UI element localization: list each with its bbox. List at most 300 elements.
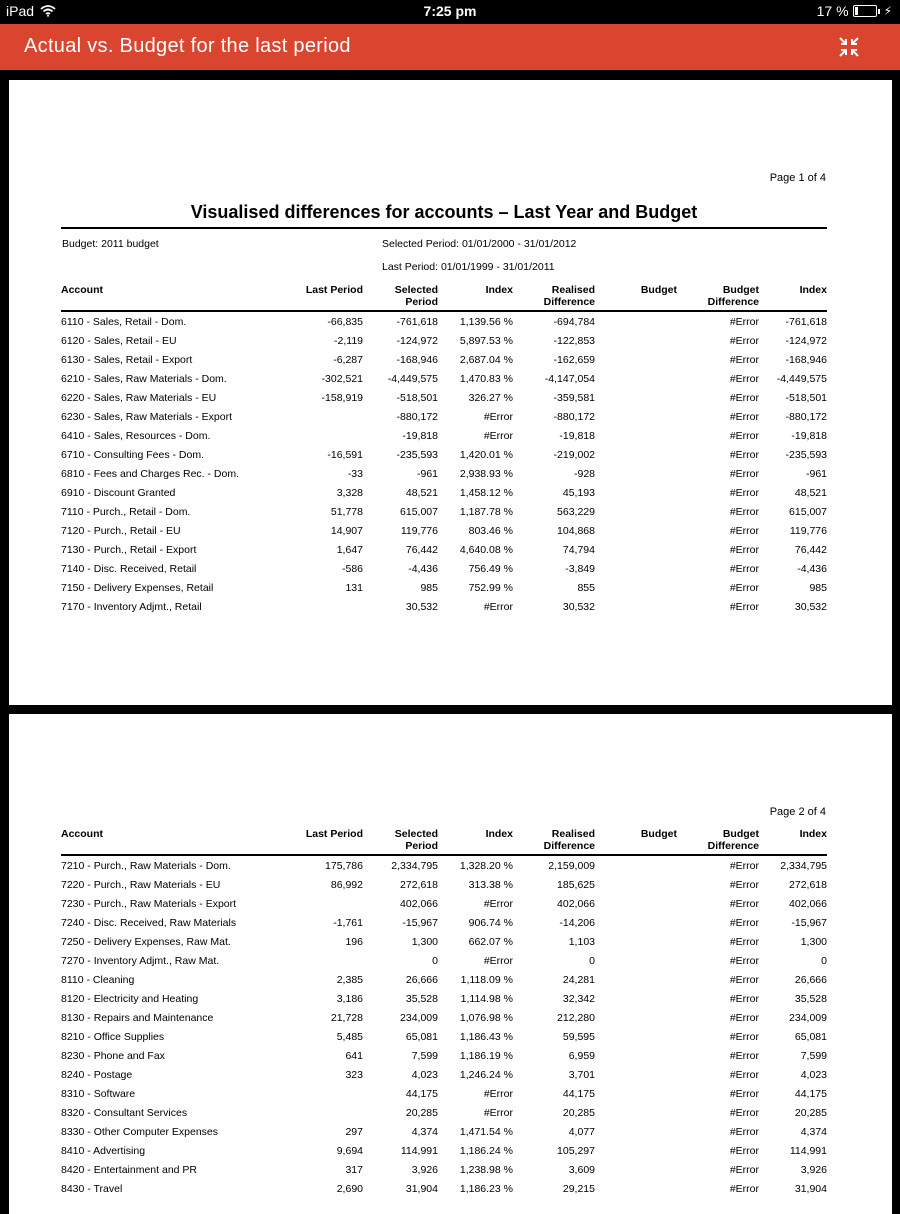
cell-realised-difference: -928	[573, 467, 595, 480]
table-row	[61, 855, 827, 875]
battery-fill	[855, 7, 858, 15]
column-header-budget: Budget	[595, 826, 677, 855]
table-row	[61, 369, 827, 388]
cell-last-period: -1,761	[333, 916, 363, 929]
table-row	[61, 426, 827, 445]
column-header-selected-period: Selected Period	[363, 282, 438, 311]
cell-last-period	[297, 894, 363, 913]
cell-budget-difference: #Error	[729, 429, 759, 442]
cell-realised-difference: 3,609	[568, 1163, 595, 1176]
cell-account: 7250 - Delivery Expenses, Raw Mat.	[61, 935, 231, 948]
cell-budget-difference: #Error	[729, 334, 759, 347]
accounts-table	[61, 826, 827, 1198]
cell-selected-period: 615,007	[400, 505, 438, 518]
column-header-budget: Budget	[595, 282, 677, 311]
cell-selected-period: -518,501	[396, 391, 438, 404]
cell-budget-index: 30,532	[794, 600, 827, 613]
cell-realised-difference: 3,701	[568, 1068, 595, 1081]
cell-budget	[595, 483, 677, 502]
cell-realised-difference: 105,297	[557, 1144, 595, 1157]
selected-period-label: Selected Period: 01/01/2000 - 31/01/2012	[382, 238, 577, 250]
cell-selected-period: 2,334,795	[391, 859, 438, 872]
column-header-index: Index	[438, 282, 513, 311]
cell-index: 1,076.98 %	[459, 1011, 513, 1024]
cell-account: 8320 - Consultant Services	[61, 1106, 188, 1119]
column-header-realised-difference: Realised Difference	[513, 826, 595, 855]
cell-last-period: -6,287	[333, 353, 363, 366]
report-page-1	[9, 80, 892, 705]
cell-budget-difference: #Error	[729, 600, 759, 613]
cell-budget-index: 4,374	[800, 1125, 827, 1138]
cell-realised-difference: 212,280	[557, 1011, 595, 1024]
cell-realised-difference: 1,103	[568, 935, 595, 948]
cell-budget-difference: #Error	[729, 1106, 759, 1119]
cell-selected-period: -4,436	[408, 562, 438, 575]
cell-budget-index: 402,066	[789, 897, 827, 910]
cell-account: 7220 - Purch., Raw Materials - EU	[61, 878, 221, 891]
cell-budget	[595, 1160, 677, 1179]
device-name: iPad	[6, 3, 35, 19]
cell-last-period	[297, 1084, 363, 1103]
cell-last-period: 196	[345, 935, 363, 948]
cell-last-period: 297	[345, 1125, 363, 1138]
title-divider	[61, 227, 827, 229]
table-row	[61, 388, 827, 407]
cell-budget	[595, 875, 677, 894]
cell-last-period: -16,591	[327, 448, 363, 461]
cell-last-period: 2,385	[336, 973, 363, 986]
cell-budget	[595, 350, 677, 369]
collapse-arrows-icon[interactable]	[838, 36, 860, 58]
cell-account: 8120 - Electricity and Heating	[61, 992, 199, 1005]
cell-selected-period: 272,618	[400, 878, 438, 891]
cell-budget-difference: #Error	[729, 543, 759, 556]
cell-budget-index: 234,009	[789, 1011, 827, 1024]
cell-budget	[595, 407, 677, 426]
table-row	[61, 1160, 827, 1179]
cell-selected-period: 7,599	[411, 1049, 438, 1062]
cell-account: 7170 - Inventory Adjmt., Retail	[61, 600, 202, 613]
cell-last-period: -302,521	[321, 372, 363, 385]
cell-budget-difference: #Error	[729, 859, 759, 872]
cell-index: 4,640.08 %	[459, 543, 513, 556]
cell-budget	[595, 989, 677, 1008]
cell-budget-difference: #Error	[729, 1182, 759, 1195]
cell-budget-difference: #Error	[729, 1163, 759, 1176]
cell-selected-period: -235,593	[396, 448, 438, 461]
cell-budget-difference: #Error	[729, 1087, 759, 1100]
battery-tip	[878, 9, 880, 14]
cell-selected-period: 35,528	[405, 992, 438, 1005]
cell-budget	[595, 502, 677, 521]
cell-budget-index: 615,007	[789, 505, 827, 518]
cell-account: 7240 - Disc. Received, Raw Materials	[61, 916, 237, 929]
cell-budget	[595, 1141, 677, 1160]
cell-selected-period: -168,946	[396, 353, 438, 366]
table-header-row	[61, 282, 827, 311]
table-row	[61, 311, 827, 331]
cell-index: #Error	[483, 954, 513, 967]
cell-last-period: 131	[345, 581, 363, 594]
cell-index: 1,118.09 %	[460, 973, 513, 986]
cell-last-period: -33	[347, 467, 363, 480]
cell-budget-index: 35,528	[794, 992, 827, 1005]
cell-selected-period: 4,023	[411, 1068, 438, 1081]
cell-budget	[595, 1103, 677, 1122]
table-row	[61, 932, 827, 951]
cell-last-period: 3,186	[336, 992, 363, 1005]
cell-budget	[595, 1179, 677, 1198]
table-row	[61, 1179, 827, 1198]
cell-account: 8210 - Office Supplies	[61, 1030, 165, 1043]
cell-budget-difference: #Error	[729, 353, 759, 366]
cell-selected-period: -880,172	[396, 410, 438, 423]
cell-budget	[595, 578, 677, 597]
battery-percent: 17 %	[816, 3, 849, 19]
table-row	[61, 521, 827, 540]
cell-selected-period: 0	[432, 954, 438, 967]
cell-last-period: -586	[341, 562, 363, 575]
cell-selected-period: -761,618	[396, 315, 438, 328]
cell-account: 7120 - Purch., Retail - EU	[61, 524, 181, 537]
cell-budget-index: -15,967	[791, 916, 827, 929]
cell-realised-difference: 2,159,009	[548, 859, 595, 872]
cell-realised-difference: 185,625	[557, 878, 595, 891]
cell-last-period: 3,328	[336, 486, 363, 499]
cell-account: 6210 - Sales, Raw Materials - Dom.	[61, 372, 227, 385]
cell-last-period: 9,694	[336, 1144, 363, 1157]
cell-selected-period: 65,081	[405, 1030, 438, 1043]
table-row	[61, 951, 827, 970]
table-row	[61, 913, 827, 932]
title-bar	[0, 24, 900, 70]
cell-selected-period: 76,442	[405, 543, 438, 556]
budget-label: Budget: 2011 budget	[62, 238, 159, 250]
cell-budget-difference: #Error	[729, 448, 759, 461]
cell-realised-difference: -19,818	[559, 429, 595, 442]
cell-account: 8330 - Other Computer Expenses	[61, 1125, 218, 1138]
cell-realised-difference: -694,784	[553, 315, 595, 328]
cell-realised-difference: 6,959	[568, 1049, 595, 1062]
cell-selected-period: -124,972	[396, 334, 438, 347]
cell-last-period: 175,786	[325, 859, 363, 872]
cell-budget-difference: #Error	[729, 897, 759, 910]
cell-budget-difference: #Error	[729, 562, 759, 575]
table-row	[61, 894, 827, 913]
cell-budget-index: 1,300	[800, 935, 827, 948]
cell-account: 8230 - Phone and Fax	[61, 1049, 165, 1062]
cell-index: 1,186.19 %	[459, 1049, 513, 1062]
cell-account: 6130 - Sales, Retail - Export	[61, 353, 193, 366]
cell-realised-difference: 32,342	[562, 992, 595, 1005]
cell-account: 8130 - Repairs and Maintenance	[61, 1011, 214, 1024]
cell-index: 1,238.98 %	[459, 1163, 513, 1176]
cell-account: 6910 - Discount Granted	[61, 486, 176, 499]
cell-budget-difference: #Error	[729, 391, 759, 404]
cell-budget-index: -168,946	[785, 353, 827, 366]
cell-index: 313.38 %	[468, 878, 513, 891]
accounts-table	[61, 282, 827, 616]
cell-last-period: -66,835	[327, 315, 363, 328]
cell-budget-index: 272,618	[789, 878, 827, 891]
cell-budget-index: 0	[821, 954, 827, 967]
report-title: Visualised differences for accounts – Last Year and Budget	[190, 202, 698, 222]
cell-selected-period: 44,175	[405, 1087, 438, 1100]
cell-budget	[595, 970, 677, 989]
cell-index: #Error	[483, 1106, 513, 1119]
page-number: Page 1 of 4	[769, 172, 826, 184]
cell-budget-index: -961	[805, 467, 827, 480]
cell-realised-difference: 402,066	[557, 897, 595, 910]
cell-last-period: 641	[345, 1049, 363, 1062]
cell-selected-period: -961	[416, 467, 438, 480]
cell-selected-period: 31,904	[405, 1182, 438, 1195]
cell-account: 7110 - Purch., Retail - Dom.	[61, 505, 191, 518]
cell-realised-difference: 29,215	[562, 1182, 595, 1195]
cell-account: 8410 - Advertising	[61, 1144, 146, 1157]
cell-budget	[595, 932, 677, 951]
table-row	[61, 578, 827, 597]
cell-realised-difference: 30,532	[562, 600, 595, 613]
cell-index: 326.27 %	[468, 391, 513, 404]
table-row	[61, 407, 827, 426]
cell-selected-period: 402,066	[400, 897, 438, 910]
cell-account: 8430 - Travel	[61, 1182, 123, 1195]
cell-budget-index: -4,449,575	[776, 372, 827, 385]
cell-account: 7130 - Purch., Retail - Export	[61, 543, 197, 556]
cell-selected-period: 26,666	[405, 973, 438, 986]
status-bar	[0, 0, 900, 24]
cell-realised-difference: -162,659	[553, 353, 595, 366]
cell-index: 1,328.20 %	[459, 859, 513, 872]
cell-index: 1,470.83 %	[459, 372, 513, 385]
cell-index: #Error	[483, 600, 513, 613]
cell-last-period	[297, 426, 363, 445]
cell-budget-index: 985	[809, 581, 827, 594]
cell-selected-period: -4,449,575	[387, 372, 438, 385]
charging-icon: ⚡	[883, 4, 892, 18]
table-row	[61, 502, 827, 521]
cell-budget-index: 2,334,795	[780, 859, 827, 872]
cell-index: 662.07 %	[468, 935, 513, 948]
cell-budget-index: -124,972	[785, 334, 827, 347]
cell-budget-difference: #Error	[729, 1068, 759, 1081]
cell-budget-difference: #Error	[729, 916, 759, 929]
cell-account: 8420 - Entertainment and PR	[61, 1163, 197, 1176]
cell-account: 8240 - Postage	[61, 1068, 133, 1081]
cell-index: 1,458.12 %	[459, 486, 513, 499]
cell-realised-difference: 45,193	[562, 486, 595, 499]
cell-budget-index: 7,599	[800, 1049, 827, 1062]
column-header-last-period: Last Period	[297, 826, 363, 855]
cell-selected-period: -15,967	[402, 916, 438, 929]
cell-last-period: 86,992	[330, 878, 363, 891]
cell-budget-difference: #Error	[729, 935, 759, 948]
table-row	[61, 464, 827, 483]
cell-realised-difference: -122,853	[553, 334, 595, 347]
cell-budget-difference: #Error	[729, 954, 759, 967]
cell-realised-difference: 74,794	[562, 543, 595, 556]
cell-budget-index: -761,618	[785, 315, 827, 328]
table-header-row	[61, 826, 827, 855]
column-header-index: Index	[438, 826, 513, 855]
last-period-label: Last Period: 01/01/1999 - 31/01/2011	[382, 261, 555, 273]
cell-index: 2,938.93 %	[459, 467, 513, 480]
table-row	[61, 597, 827, 616]
cell-budget-difference: #Error	[729, 878, 759, 891]
cell-budget	[595, 559, 677, 578]
cell-budget-index: 20,285	[794, 1106, 827, 1119]
table-row	[61, 1046, 827, 1065]
cell-account: 6220 - Sales, Raw Materials - EU	[61, 391, 217, 404]
cell-budget-index: 31,904	[794, 1182, 827, 1195]
column-header-account: Account	[61, 826, 297, 855]
cell-realised-difference: 563,229	[557, 505, 595, 518]
cell-index: 1,420.01 %	[459, 448, 513, 461]
cell-budget	[595, 331, 677, 350]
cell-realised-difference: 24,281	[562, 973, 595, 986]
cell-last-period: 5,485	[336, 1030, 363, 1043]
cell-last-period	[297, 597, 363, 616]
cell-budget	[595, 1065, 677, 1084]
cell-index: 906.74 %	[468, 916, 513, 929]
cell-budget	[595, 951, 677, 970]
column-header-budget-difference: Budget Difference	[677, 826, 759, 855]
status-time: 7:25 pm	[423, 3, 477, 19]
cell-account: 8310 - Software	[61, 1087, 136, 1100]
cell-budget-difference: #Error	[729, 315, 759, 328]
table-row	[61, 1065, 827, 1084]
cell-budget-difference: #Error	[729, 467, 759, 480]
cell-realised-difference: -4,147,054	[544, 372, 595, 385]
column-header-budget-difference: Budget Difference	[677, 282, 759, 311]
cell-last-period: 51,778	[330, 505, 363, 518]
column-header-realised-difference: Realised Difference	[513, 282, 595, 311]
table-row	[61, 483, 827, 502]
cell-budget-difference: #Error	[729, 1030, 759, 1043]
cell-account: 6110 - Sales, Retail - Dom.	[61, 315, 187, 328]
cell-selected-period: 985	[420, 581, 438, 594]
cell-selected-period: 30,532	[405, 600, 438, 613]
cell-index: 756.49 %	[468, 562, 513, 575]
cell-budget-index: -4,436	[797, 562, 827, 575]
cell-realised-difference: -219,002	[553, 448, 595, 461]
cell-budget-index: 26,666	[794, 973, 827, 986]
cell-index: 1,186.23 %	[459, 1182, 513, 1195]
cell-budget-index: 48,521	[794, 486, 827, 499]
cell-budget-index: -19,818	[791, 429, 827, 442]
cell-budget	[595, 464, 677, 483]
cell-index: 752.99 %	[468, 581, 513, 594]
cell-last-period: 14,907	[330, 524, 363, 537]
cell-account: 7230 - Purch., Raw Materials - Export	[61, 897, 237, 910]
table-row	[61, 1008, 827, 1027]
cell-selected-period: 3,926	[411, 1163, 438, 1176]
cell-last-period: 21,728	[330, 1011, 363, 1024]
cell-account: 6230 - Sales, Raw Materials - Export	[61, 410, 232, 423]
cell-budget-index: 3,926	[800, 1163, 827, 1176]
cell-selected-period: 4,374	[411, 1125, 438, 1138]
table-row	[61, 331, 827, 350]
cell-realised-difference: -880,172	[553, 410, 595, 423]
cell-budget	[595, 445, 677, 464]
cell-budget	[595, 894, 677, 913]
cell-budget	[595, 1008, 677, 1027]
table-row	[61, 445, 827, 464]
cell-budget	[595, 1027, 677, 1046]
status-right	[817, 3, 892, 19]
cell-budget	[595, 913, 677, 932]
cell-realised-difference: 855	[577, 581, 595, 594]
cell-budget	[595, 311, 677, 331]
cell-last-period	[297, 951, 363, 970]
cell-realised-difference: -359,581	[553, 391, 595, 404]
cell-budget-difference: #Error	[729, 1049, 759, 1062]
cell-selected-period: -19,818	[402, 429, 438, 442]
cell-index: #Error	[483, 410, 513, 423]
cell-budget-difference: #Error	[729, 581, 759, 594]
cell-index: 1,246.24 %	[459, 1068, 513, 1081]
cell-budget	[595, 597, 677, 616]
cell-account: 7270 - Inventory Adjmt., Raw Mat.	[61, 954, 220, 967]
cell-realised-difference: 4,077	[568, 1125, 595, 1138]
cell-selected-period: 20,285	[405, 1106, 438, 1119]
cell-budget-index: 65,081	[794, 1030, 827, 1043]
cell-budget-difference: #Error	[729, 524, 759, 537]
cell-index: 803.46 %	[468, 524, 513, 537]
cell-budget-index: 4,023	[800, 1068, 827, 1081]
cell-last-period	[297, 407, 363, 426]
cell-realised-difference: 59,595	[562, 1030, 595, 1043]
table-row	[61, 989, 827, 1008]
cell-budget-index: -518,501	[785, 391, 827, 404]
cell-budget-index: 44,175	[794, 1087, 827, 1100]
report-view-title: Actual vs. Budget for the last period	[24, 35, 351, 57]
cell-selected-period: 234,009	[400, 1011, 438, 1024]
cell-realised-difference: -3,849	[565, 562, 595, 575]
cell-realised-difference: 104,868	[557, 524, 595, 537]
cell-account: 7150 - Delivery Expenses, Retail	[61, 581, 214, 594]
cell-budget	[595, 1084, 677, 1103]
cell-budget-difference: #Error	[729, 410, 759, 423]
cell-account: 6120 - Sales, Retail - EU	[61, 334, 177, 347]
cell-budget-difference: #Error	[729, 1144, 759, 1157]
column-header-selected-period: Selected Period	[363, 826, 438, 855]
column-header-last-period: Last Period	[297, 282, 363, 311]
cell-index: 1,471.54 %	[459, 1125, 513, 1138]
table-row	[61, 350, 827, 369]
cell-budget	[595, 426, 677, 445]
cell-realised-difference: -14,206	[559, 916, 595, 929]
column-header-budget-index: Index	[759, 826, 827, 855]
cell-index: 1,186.24 %	[459, 1144, 513, 1157]
table-row	[61, 1122, 827, 1141]
cell-budget-index: 114,991	[789, 1144, 827, 1157]
table-row	[61, 1103, 827, 1122]
cell-budget-difference: #Error	[729, 486, 759, 499]
cell-last-period: 317	[345, 1163, 363, 1176]
cell-budget	[595, 388, 677, 407]
cell-budget	[595, 1046, 677, 1065]
cell-index: 1,186.43 %	[459, 1030, 513, 1043]
cell-selected-period: 114,991	[400, 1144, 438, 1157]
cell-budget	[595, 855, 677, 875]
cell-index: 1,139.56 %	[459, 315, 513, 328]
page-number: Page 2 of 4	[769, 806, 826, 818]
cell-selected-period: 48,521	[405, 486, 438, 499]
table-row	[61, 1027, 827, 1046]
cell-selected-period: 119,776	[400, 524, 438, 537]
